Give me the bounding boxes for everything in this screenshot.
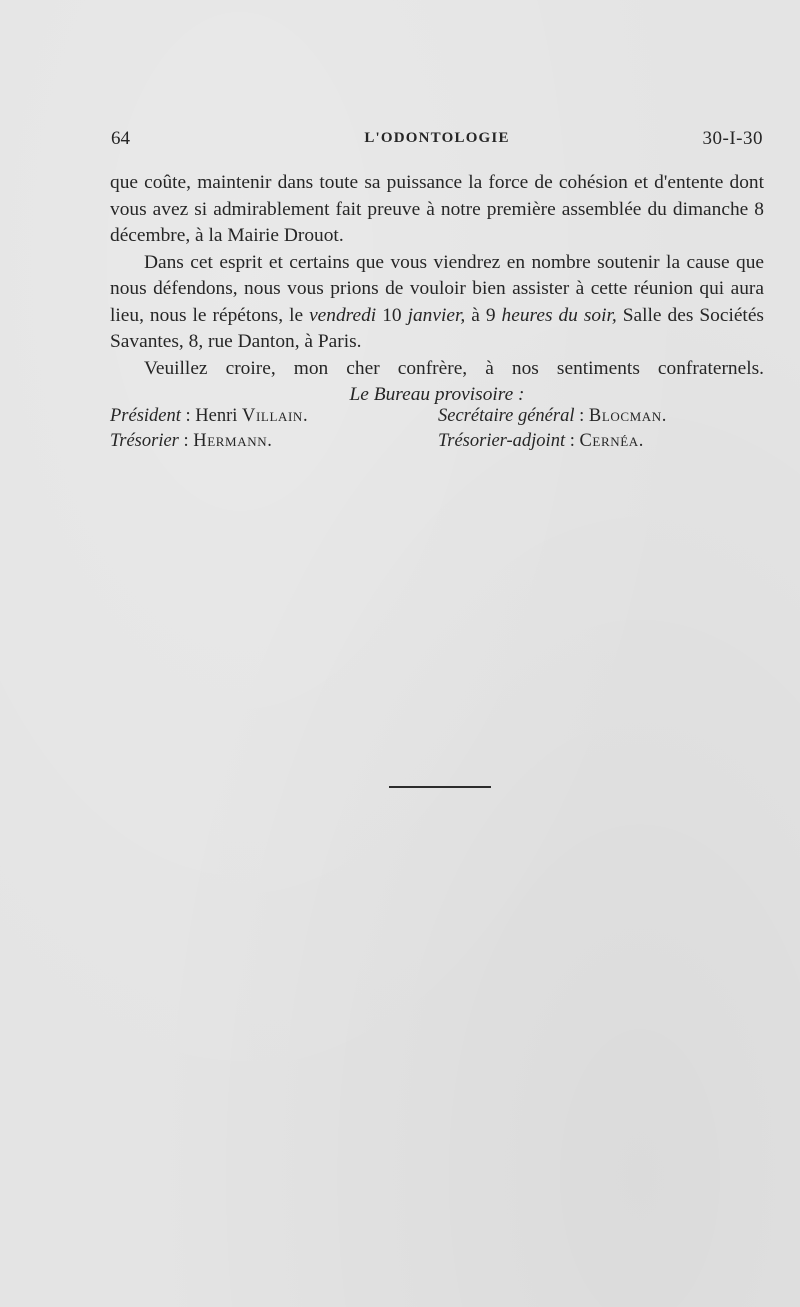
meeting-hour: 9: [485, 304, 496, 326]
meeting-date-number: 10: [382, 304, 402, 326]
period: .: [302, 406, 308, 426]
officer-secretary: [438, 404, 666, 429]
meeting-location: Salle des Sociétés Savantes, 8, rue Danton, à Paris.: [110, 304, 764, 352]
last-name: Villain: [242, 406, 303, 426]
role-president: Président: [110, 406, 181, 426]
first-name: Henri: [195, 406, 243, 426]
page-header: [111, 128, 763, 158]
period: .: [661, 406, 667, 426]
role-secretary: Secrétaire général: [438, 406, 575, 426]
separator: :: [178, 431, 194, 451]
last-name: Hermann: [193, 431, 268, 451]
period: .: [638, 431, 644, 451]
period: .: [267, 431, 272, 451]
invitation-text-at: à: [465, 304, 486, 326]
officer-treasurer: [110, 429, 272, 454]
invitation-text: Dans cet esprit et certains que vous viendrez en nombre soutenir la cause que nous défendons, nous vous prions de vouloir bien assister à cette réunion qui aura lieu, nous le répétons, le: [110, 251, 764, 326]
officers-row-1: [110, 404, 764, 429]
meeting-time: heures du soir,: [501, 304, 617, 326]
officer-assistant-treasurer: [438, 429, 643, 454]
officers-row-2: [110, 429, 764, 454]
paragraph-meeting-invitation: [110, 250, 764, 356]
signature-heading: Le Bureau provisoire :: [349, 384, 525, 405]
paragraph-closing: Veuillez croire, mon cher confrère, à nos sentiments confraternels.: [144, 357, 764, 379]
officers-list: [110, 404, 764, 454]
meeting-day: vendredi: [309, 304, 377, 326]
last-name: Cernéa: [579, 431, 639, 451]
last-name: Blocman: [588, 406, 662, 426]
separator: :: [574, 406, 589, 426]
section-divider-rule: [389, 786, 491, 788]
letter-body: [110, 170, 764, 409]
separator: :: [180, 406, 196, 426]
role-treasurer: Trésorier: [110, 431, 179, 451]
running-title: L'ODONTOLOGIE: [364, 130, 510, 146]
separator: :: [565, 431, 580, 451]
issue-date: 30-I-30: [702, 128, 763, 149]
officer-president: [110, 404, 308, 429]
page-number: 64: [111, 128, 130, 149]
paragraph-continuation: que coûte, maintenir dans toute sa puissance la force de cohésion et d'entente dont vous avez si admirablement fait preuve à notre première assemblée du dimanche 8 décembre, à la Mairie Drouot.: [110, 172, 764, 246]
meeting-month: janvier,: [407, 304, 466, 326]
role-assistant-treasurer: Trésorier-adjoint: [438, 431, 566, 451]
